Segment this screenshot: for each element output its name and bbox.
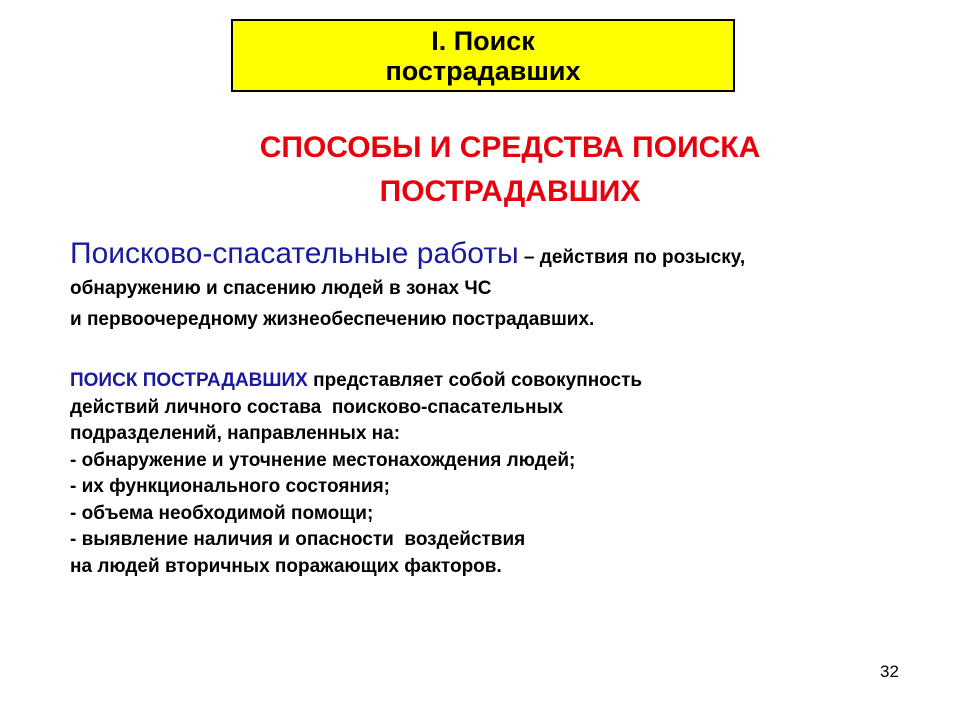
slide-title-line-2: пострадавших: [385, 55, 581, 86]
list-item: - выявление наличия и опасности воздействия: [70, 529, 526, 550]
subtitle-line-1: СПОСОБЫ И СРЕДСТВА ПОИСКА: [259, 131, 761, 164]
slide-subtitle: [180, 126, 840, 214]
search-description-paragraph: [70, 368, 940, 580]
definition-paragraph: [70, 238, 940, 335]
definition-line-1: [70, 238, 940, 273]
definition-line-3: и первоочередному жизнеобеспечению пострадавших.: [70, 309, 595, 330]
body-rest: представляет собой совокупность: [307, 370, 643, 391]
definition-term: Поисково-спасательные работы: [70, 237, 519, 270]
list-item-continuation: на людей вторичных поражающих факторов.: [70, 555, 502, 577]
list-item: - обнаружение и уточнение местонахождения людей;: [70, 449, 576, 471]
body-line-1: [70, 368, 940, 395]
slide-title-box: [231, 19, 735, 92]
body-line: действий личного состава поисково-спасательных: [70, 396, 564, 418]
body-term: ПОИСК ПОСТРАДАВШИХ: [70, 370, 308, 391]
subtitle-line-2: ПОСТРАДАВШИХ: [379, 175, 641, 208]
slide-title-line-1: I. Поиск: [431, 25, 535, 56]
definition-line-2: обнаружению и спасению людей в зонах ЧС: [70, 278, 492, 299]
list-item: - их функционального состояния;: [70, 476, 391, 497]
slide-number: 32: [880, 662, 899, 681]
list-item: - объема необходимой помощи;: [70, 502, 374, 524]
definition-rest: – действия по розыску,: [518, 247, 746, 268]
body-line: подразделений, направленных на:: [70, 423, 401, 444]
